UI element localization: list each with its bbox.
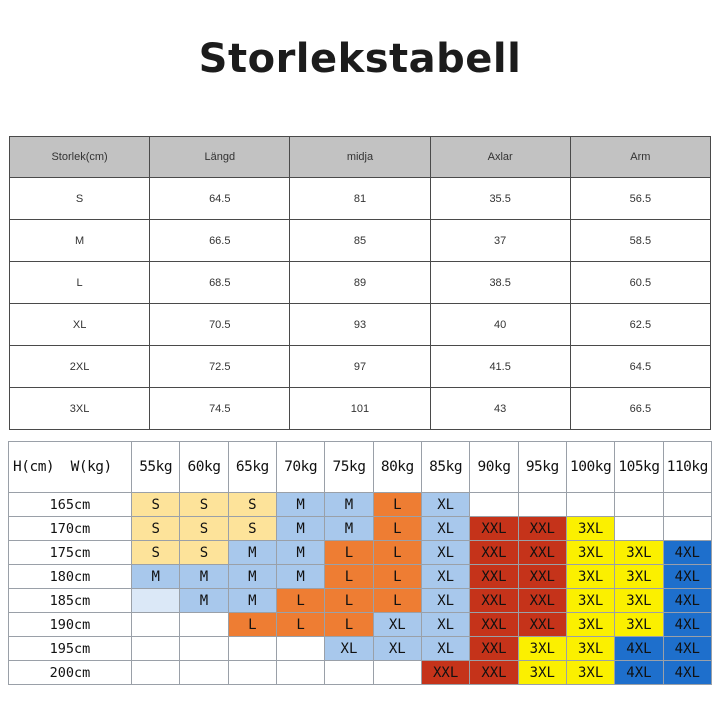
size-cell: L: [373, 541, 421, 565]
size-cell: 4XL: [663, 637, 711, 661]
size-cell: S: [228, 517, 276, 541]
size-cell: L: [325, 589, 373, 613]
height-label: 190cm: [9, 613, 132, 637]
weight-header: 55kg: [132, 442, 180, 493]
size-cell: XXL: [470, 541, 518, 565]
size-cell: [132, 613, 180, 637]
cell-size: S: [10, 178, 150, 220]
size-cell: 4XL: [663, 661, 711, 685]
table-row: [10, 262, 711, 304]
size-cell: [228, 637, 276, 661]
grid-row: [9, 637, 712, 661]
weight-header: 80kg: [373, 442, 421, 493]
size-cell: XXL: [470, 661, 518, 685]
size-cell: S: [132, 493, 180, 517]
weight-header: 85kg: [421, 442, 469, 493]
size-cell: XXL: [470, 517, 518, 541]
size-cell: XXL: [518, 541, 566, 565]
cell-arm: 64.5: [570, 346, 710, 388]
size-cell: M: [276, 565, 324, 589]
size-cell: 3XL: [615, 589, 663, 613]
size-cell: XXL: [470, 565, 518, 589]
size-cell: L: [373, 493, 421, 517]
cell-waist: 101: [290, 388, 430, 430]
size-cell: 3XL: [615, 541, 663, 565]
size-cell: [276, 661, 324, 685]
weight-header: 90kg: [470, 442, 518, 493]
cell-shoulders: 41.5: [430, 346, 570, 388]
weight-header: 95kg: [518, 442, 566, 493]
size-cell: 4XL: [663, 613, 711, 637]
cell-shoulders: 43: [430, 388, 570, 430]
size-cell: 3XL: [566, 613, 614, 637]
size-cell: XL: [421, 637, 469, 661]
weight-header: 60kg: [180, 442, 228, 493]
weight-header: 65kg: [228, 442, 276, 493]
size-cell: 3XL: [566, 517, 614, 541]
size-cell: L: [373, 517, 421, 541]
cell-size: 3XL: [10, 388, 150, 430]
size-cell: [132, 637, 180, 661]
size-cell: XL: [373, 613, 421, 637]
size-cell: XL: [421, 493, 469, 517]
size-cell: XL: [421, 613, 469, 637]
size-cell: 4XL: [663, 589, 711, 613]
size-cell: M: [180, 565, 228, 589]
cell-shoulders: 38.5: [430, 262, 570, 304]
cell-arm: 66.5: [570, 388, 710, 430]
size-cell: 3XL: [566, 637, 614, 661]
size-cell: M: [325, 493, 373, 517]
height-label: 195cm: [9, 637, 132, 661]
weight-header: 110kg: [663, 442, 711, 493]
size-cell: 3XL: [615, 613, 663, 637]
cell-arm: 62.5: [570, 304, 710, 346]
size-cell: XXL: [470, 637, 518, 661]
size-cell: XL: [421, 589, 469, 613]
size-cell: XXL: [470, 589, 518, 613]
measurement-table: [9, 136, 711, 430]
size-cell: [663, 493, 711, 517]
size-cell: L: [276, 589, 324, 613]
size-cell: XL: [421, 565, 469, 589]
height-label: 200cm: [9, 661, 132, 685]
size-cell: 3XL: [615, 565, 663, 589]
cell-length: 72.5: [150, 346, 290, 388]
weight-header: 70kg: [276, 442, 324, 493]
cell-waist: 81: [290, 178, 430, 220]
table-row: [10, 178, 711, 220]
size-grid: [8, 441, 712, 685]
page-title: Storlekstabell: [198, 36, 522, 82]
height-label: 165cm: [9, 493, 132, 517]
cell-length: 74.5: [150, 388, 290, 430]
size-cell: 4XL: [615, 637, 663, 661]
size-cell: XXL: [518, 613, 566, 637]
size-cell: [132, 589, 180, 613]
size-cell: S: [180, 517, 228, 541]
cell-waist: 89: [290, 262, 430, 304]
size-cell: [276, 637, 324, 661]
height-label: 175cm: [9, 541, 132, 565]
size-cell: [470, 493, 518, 517]
size-cell: M: [228, 589, 276, 613]
size-cell: [615, 517, 663, 541]
size-cell: L: [325, 613, 373, 637]
size-cell: S: [180, 493, 228, 517]
size-cell: [373, 661, 421, 685]
weight-header: 75kg: [325, 442, 373, 493]
table-row: [10, 304, 711, 346]
size-cell: S: [132, 517, 180, 541]
weight-header: 100kg: [566, 442, 614, 493]
size-cell: XXL: [421, 661, 469, 685]
size-cell: XL: [421, 541, 469, 565]
col-header-waist: midja: [290, 137, 430, 178]
size-cell: 3XL: [566, 541, 614, 565]
table-row: [10, 388, 711, 430]
grid-row: [9, 565, 712, 589]
size-cell: M: [132, 565, 180, 589]
cell-shoulders: 37: [430, 220, 570, 262]
size-cell: [615, 493, 663, 517]
size-cell: L: [373, 589, 421, 613]
grid-row: [9, 517, 712, 541]
height-label: 185cm: [9, 589, 132, 613]
size-cell: L: [325, 541, 373, 565]
size-cell: L: [228, 613, 276, 637]
cell-arm: 56.5: [570, 178, 710, 220]
size-cell: [228, 661, 276, 685]
col-header-arm: Arm: [570, 137, 710, 178]
size-cell: 3XL: [518, 661, 566, 685]
size-cell: L: [325, 565, 373, 589]
size-cell: [180, 613, 228, 637]
size-cell: S: [132, 541, 180, 565]
cell-length: 68.5: [150, 262, 290, 304]
cell-size: XL: [10, 304, 150, 346]
cell-size: M: [10, 220, 150, 262]
cell-shoulders: 35.5: [430, 178, 570, 220]
measurement-body: [10, 178, 711, 430]
size-cell: S: [228, 493, 276, 517]
grid-row: [9, 541, 712, 565]
size-cell: XXL: [518, 565, 566, 589]
height-label: 180cm: [9, 565, 132, 589]
size-cell: [180, 661, 228, 685]
cell-waist: 85: [290, 220, 430, 262]
size-cell: M: [228, 565, 276, 589]
size-cell: 4XL: [663, 541, 711, 565]
size-cell: S: [180, 541, 228, 565]
size-cell: [663, 517, 711, 541]
size-cell: XXL: [470, 613, 518, 637]
cell-size: 2XL: [10, 346, 150, 388]
col-header-length: Längd: [150, 137, 290, 178]
size-cell: M: [325, 517, 373, 541]
grid-row: [9, 493, 712, 517]
cell-shoulders: 40: [430, 304, 570, 346]
size-cell: M: [180, 589, 228, 613]
size-cell: [518, 493, 566, 517]
cell-arm: 60.5: [570, 262, 710, 304]
size-cell: XXL: [518, 517, 566, 541]
cell-waist: 97: [290, 346, 430, 388]
cell-length: 64.5: [150, 178, 290, 220]
grid-header-row: [9, 442, 712, 493]
col-header-size: Storlek(cm): [10, 137, 150, 178]
size-cell: M: [276, 541, 324, 565]
size-cell: XL: [325, 637, 373, 661]
size-grid-body: [9, 442, 712, 685]
height-label: 170cm: [9, 517, 132, 541]
table-row: [10, 346, 711, 388]
size-cell: M: [276, 493, 324, 517]
size-cell: M: [276, 517, 324, 541]
table-row: [10, 220, 711, 262]
col-header-shoulders: Axlar: [430, 137, 570, 178]
weight-header: 105kg: [615, 442, 663, 493]
size-cell: [566, 493, 614, 517]
size-cell: 4XL: [663, 565, 711, 589]
size-cell: XXL: [518, 589, 566, 613]
grid-row: [9, 661, 712, 685]
size-cell: [180, 637, 228, 661]
size-cell: XL: [421, 517, 469, 541]
grid-row: [9, 589, 712, 613]
grid-corner-label: H(cm) W(kg): [9, 442, 132, 493]
size-cell: L: [276, 613, 324, 637]
grid-row: [9, 613, 712, 637]
size-cell: L: [373, 565, 421, 589]
size-cell: 4XL: [615, 661, 663, 685]
size-cell: [132, 661, 180, 685]
cell-length: 70.5: [150, 304, 290, 346]
size-cell: XL: [373, 637, 421, 661]
size-cell: M: [228, 541, 276, 565]
size-cell: 3XL: [518, 637, 566, 661]
size-cell: 3XL: [566, 589, 614, 613]
measurement-header-row: [10, 137, 711, 178]
cell-length: 66.5: [150, 220, 290, 262]
size-cell: 3XL: [566, 661, 614, 685]
cell-waist: 93: [290, 304, 430, 346]
cell-arm: 58.5: [570, 220, 710, 262]
size-cell: 3XL: [566, 565, 614, 589]
size-cell: [325, 661, 373, 685]
cell-size: L: [10, 262, 150, 304]
